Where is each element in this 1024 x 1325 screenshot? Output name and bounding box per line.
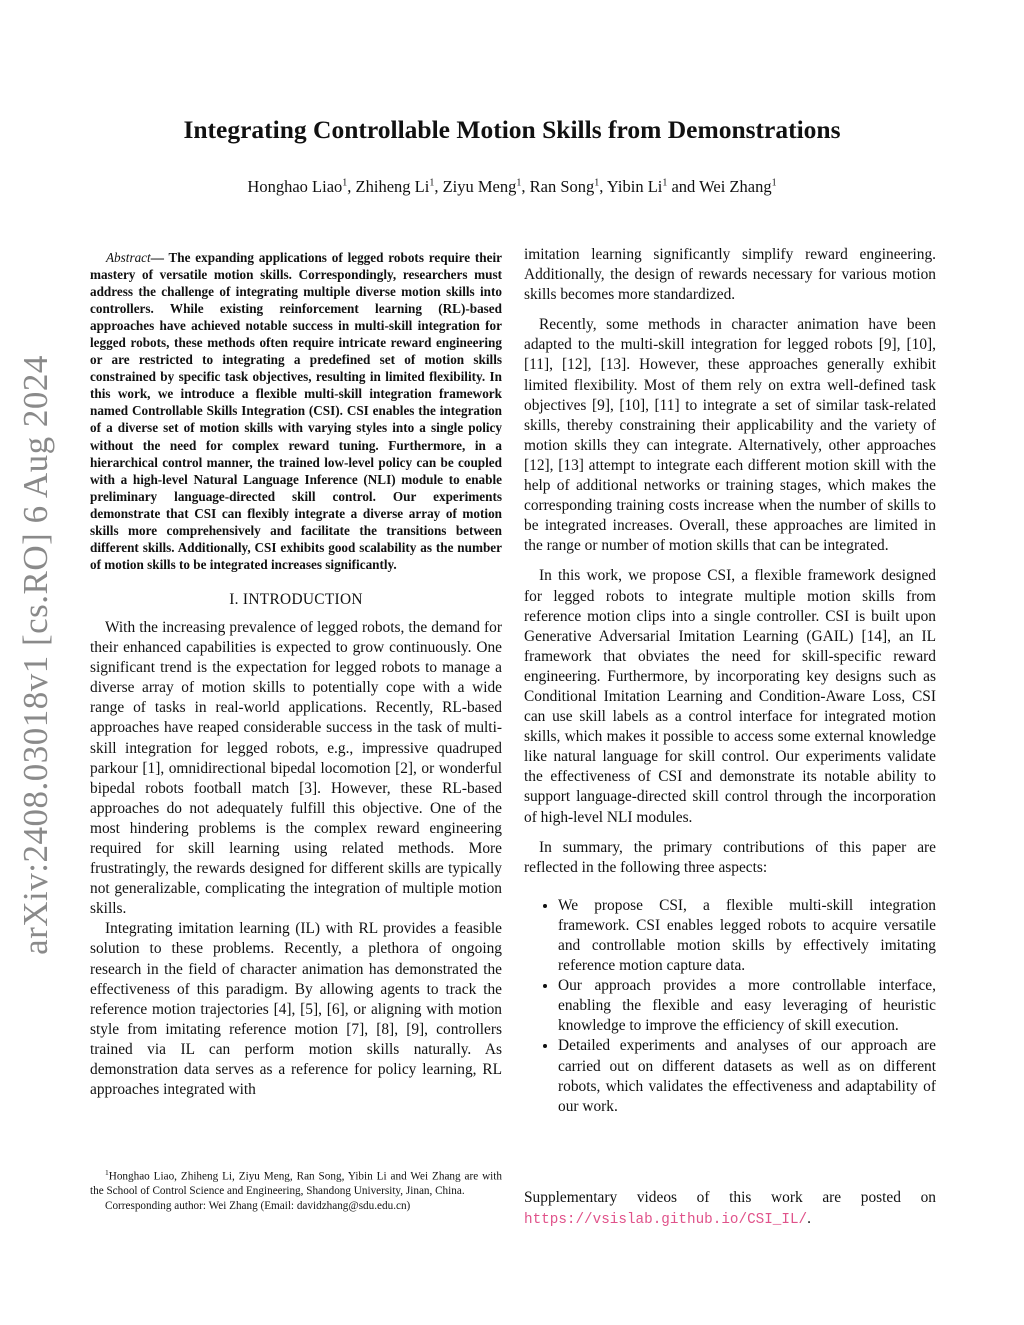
author: Ran Song$^1$ (529, 177, 600, 196)
abstract: Abstract— The expanding applications of legged robots require their mastery of versatile motion skills. Correspondingly, researchers must address the challenge of integrating multiple diverse motion skills into controllers. While existing reinforcement learning (RL)-based approaches have achieved notable success in multi-skill integration for legged robots, these methods often require intricate reward engineering or are restricted to integrating a predefined set of motion skills constrained by specific task objectives, resulting in limited flexibility. In this work, we introduce a flexible multi-skill integration framework named Controllable Skills Integration (CSI). CSI enables the integration of a diverse set of motion skills with varying styles into a single policy without the need for complex reward tuning. Furthermore, in a hierarchical control manner, the trained low-level policy can be coupled with a high-level Natural Language Inference (NLI) module to enable preliminary language-directed skill control. Our experiments demonstrate that CSI can flexibly integrate a diverse array of motion skills more comprehensively and facilitate the transitions between different skills. Additionally, CSI exhibits good scalability as the number of motion skills to be integrated increases significantly. (90, 250, 502, 572)
left-column (90, 245, 502, 1100)
contributions-list (524, 896, 936, 1117)
arxiv-side-stamp (6, 355, 66, 955)
list-item: • Our approach provides a more controllable interface, enabling the flexible and easy leveraging of heuristic knowledge to improve the efficiency of skill execution. (558, 976, 936, 1036)
author: Ziyu Meng$^1$ (442, 177, 522, 196)
supplementary-note: Supplementary videos of this work are posted on https://vsislab.github.io/CSI_IL/. (524, 1189, 936, 1228)
list-item: • We propose CSI, a flexible multi-skill integration framework. CSI enables legged robots to acquire versatile and controllable motion skills by effectively imitating reference motion capture data. (558, 896, 936, 976)
author: Yibin Li$^1$ (606, 177, 668, 196)
paragraph: Integrating imitation learning (IL) with RL provides a feasible solution to these problems. Recently, a plethora of ongoing research in the field of character animation has demonstrated the effectiveness of this paradigm. By allowing agents to track the reference motion trajectories [4], [5], [6], or aligning with motion style from imitating reference motion [7], [8], [9], controllers trained via IL can perform motion skills naturally. As demonstration data serves as a reference for policy learning, RL approaches integrated with (90, 920, 502, 1099)
paragraph: In summary, the primary contributions of this paper are reflected in the following three aspects: (524, 838, 936, 876)
author: Wei Zhang$^1$ (699, 177, 777, 196)
section-heading-introduction: I. INTRODUCTION (229, 590, 363, 608)
author: Zhiheng Li$^1$ (355, 177, 435, 196)
paragraph: Recently, some methods in character animation have been adapted to the multi-skill integration for legged robots [9], [10], [11], [12], [13]. However, these approaches generally exhibit limited flexibility. Most of them rely on extra well-defined task objectives [9], [10], [11] to integrate a set of similar task-related skills, thereby constraining their applicability and the variety of motion skills they can integrate. Alternatively, other approaches [12], [13] attempt to integrate each different motion skill with the help of additional networks or training stages, which makes the corresponding training costs increase when the number of skills to be integrated increases. Overall, these approaches are limited in the range or number of motion skills that can be integrated. (524, 316, 936, 555)
right-column (524, 245, 936, 1117)
paragraph: imitation learning significantly simplify reward engineering. Additionally, the design of rewards necessary for various motion skills becomes more standardized. (524, 246, 936, 304)
corresponding-author-footnote: Corresponding author: Wei Zhang (Email: davidzhang@sdu.edu.cn) (105, 1199, 411, 1212)
author: Honghao Liao$^1$ (247, 177, 348, 196)
author-list: Honghao Liao$^1$, Zhiheng Li$^1$, Ziyu Meng$^1$, Ran Song$^1$, Yibin Li$^1$ and Wei Zhang$^1$ (247, 177, 777, 196)
paper-title: Integrating Controllable Motion Skills from Demonstrations (183, 115, 841, 144)
footnotes (90, 1166, 502, 1213)
list-item: • Detailed experiments and analyses of our approach are carried out on different datasets as well as on different robots, which validates the effectiveness and adaptability of our work. (558, 1036, 936, 1116)
abstract-label: Abstract (106, 250, 151, 265)
supplementary-link[interactable]: https://vsislab.github.io/CSI_IL/ (524, 1211, 808, 1228)
affiliation-footnote: $^1$Honghao Liao, Zhiheng Li, Ziyu Meng, Ran Song, Yibin Li and Wei Zhang are with the School of Control Science and Engineering, Shandong University, Jinan, China. (90, 1168, 502, 1198)
arxiv-identifier: arXiv:2408.03018v1 [cs.RO] 6 Aug 2024 (16, 355, 56, 955)
paragraph: In this work, we propose CSI, a flexible framework designed for legged robots to integrate multiple motion skills from reference motion clips into a single controller. CSI is built upon Generative Adversarial Imitation Learning (GAIL) [14], an IL framework that obviates the need for skill-specific reward engineering. Furthermore, by incorporating key designs such as Conditional Imitation Learning and Condition-Aware Loss, CSI can use skill labels as a control interface for integrated motion skills, which makes it possible to access some external knowledge like natural language for skill control. Our experiments validate the effectiveness of CSI and demonstrate its notable ability to support language-directed skill control through the incorporation of high-level NLI modules. (524, 567, 936, 826)
abstract-text: The expanding applications of legged robots require their mastery of versatile motion skills. Correspondingly, researchers must address the challenge of integrating multiple diverse motion skills into controllers. While existing reinforcement learning (RL)-based approaches have achieved notable success in multi-skill integration for legged robots, these methods often require intricate reward engineering or are restricted to integrating a predefined set of motion skills constrained by specific task objectives, resulting in limited flexibility. In this work, we introduce a flexible multi-skill integration framework named Controllable Skills Integration (CSI). CSI enables the integration of a diverse set of motion skills with varying styles into a single policy without the need for complex reward tuning. Furthermore, in a hierarchical control manner, the trained low-level policy can be coupled with a high-level Natural Language Inference (NLI) module to enable preliminary language-directed skill control. Our experiments demonstrate that CSI can flexibly integrate a diverse array of motion skills more comprehensively and facilitate the transitions between different skills. Additionally, CSI exhibits good scalability as the number of motion skills to be integrated increases significantly. (90, 250, 502, 572)
paragraph: With the increasing prevalence of legged robots, the demand for their enhanced capabilities is expected to grow continuously. One significant trend is the expectation for legged robots to manage a diverse array of motion skills to potentially cope with a wide range of tasks in real-world applications. Recently, RL-based approaches have reaped considerable success in the task of multi-skill integration for legged robots, e.g., impressive quadruped parkour [1], omnidirectional bipedal locomotion [2], or wonderful bipedal robots football match [3]. However, these RL-based approaches do not adequately fulfill this objective. One of the most hindering problems is the complex reward engineering required for skill learning using related methods. More frustratingly, the rewards designed for different skills are typically not generalizable, complicating the integration of multiple motion skills. (90, 618, 502, 918)
